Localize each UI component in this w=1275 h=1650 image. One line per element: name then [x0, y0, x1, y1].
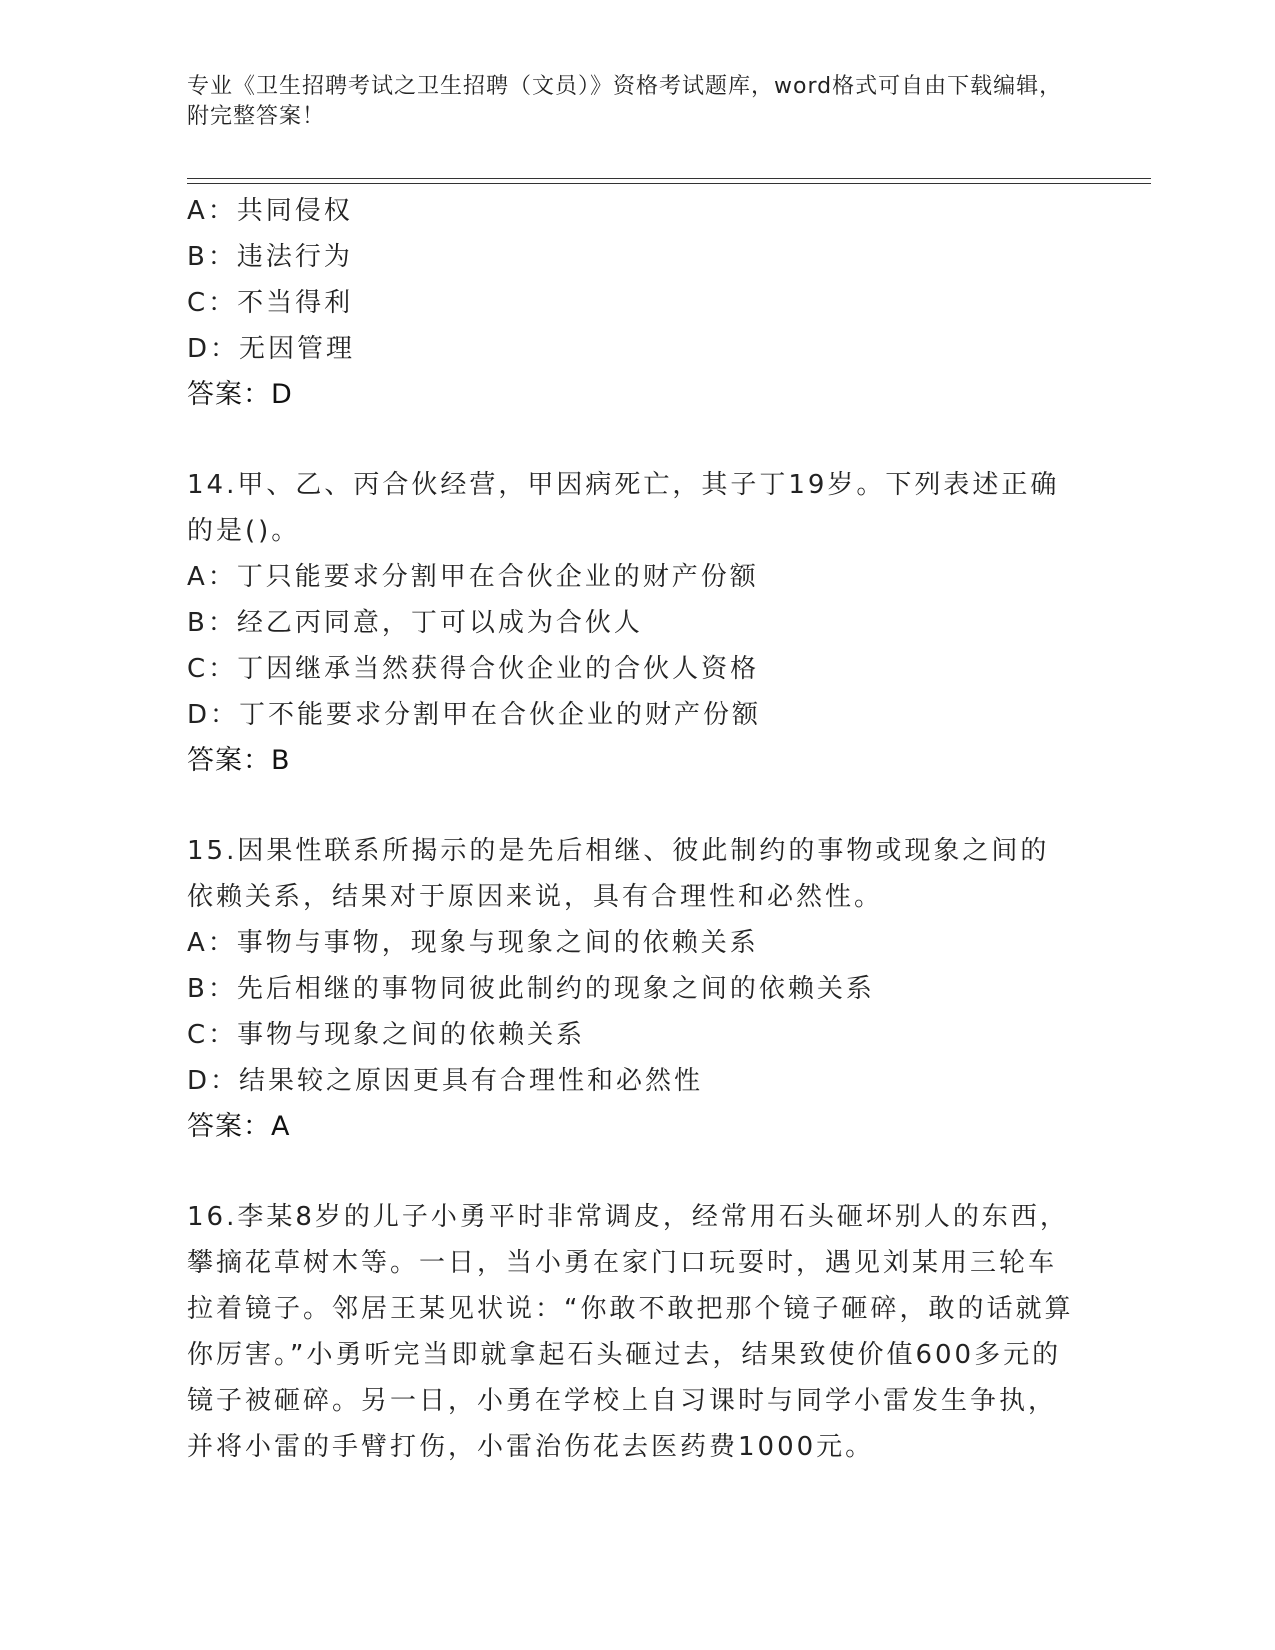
question-stem: 15.因果性联系所揭示的是先后相继、彼此制约的事物或现象之间的依赖关系，结果对于原因来说，具有合理性和必然性。 [187, 836, 1050, 912]
question-stem: 16.李某8岁的儿子小勇平时非常调皮，经常用石头砸坏别人的东西，攀摘花草树木等。一日，当小勇在家门口玩耍时，遇见刘某用三轮车拉着镜子。邻居王某见状说：“你敢不敢把那个镜子砸碎，敢的话就算你厉害。”小勇听完当即就拿起石头砸过去，结果致使价值600多元的镜子被砸碎。另一日，小勇在学校上自习课时与同学小雷发生争执，并将小雷的手臂打伤，小雷治伤花去医药费1000元。 [187, 1202, 1074, 1462]
question-14 [187, 462, 1087, 784]
header-rule-bottom [187, 183, 1151, 184]
option-c: C：丁因继承当然获得合伙企业的合伙人资格 [187, 654, 760, 684]
option-a: A：共同侵权 [187, 196, 353, 226]
question-content [187, 188, 1087, 1470]
spacer [187, 1150, 1087, 1194]
document-header: 专业《卫生招聘考试之卫生招聘（文员）》资格考试题库，word格式可自由下载编辑，附完整答案！ [187, 74, 1063, 129]
question-13 [187, 188, 1087, 418]
question-15 [187, 828, 1087, 1150]
option-b: B：经乙丙同意，丁可以成为合伙人 [187, 608, 643, 638]
option-b: B：先后相继的事物同彼此制约的现象之间的依赖关系 [187, 974, 875, 1004]
spacer [187, 418, 1087, 462]
option-a: A：丁只能要求分割甲在合伙企业的财产份额 [187, 562, 759, 592]
option-b: B：违法行为 [187, 242, 353, 272]
option-d: D：丁不能要求分割甲在合伙企业的财产份额 [187, 700, 762, 730]
option-d: D：无因管理 [187, 334, 356, 364]
answer-line: 答案：D [187, 379, 293, 410]
option-a: A：事物与事物，现象与现象之间的依赖关系 [187, 928, 759, 958]
answer-line: 答案：B [187, 745, 291, 776]
question-16 [187, 1194, 1087, 1470]
answer-line: 答案：A [187, 1111, 291, 1142]
option-c: C：不当得利 [187, 288, 354, 318]
question-stem: 14.甲、乙、丙合伙经营，甲因病死亡，其子丁19岁。下列表述正确的是()。 [187, 470, 1060, 546]
option-d: D：结果较之原因更具有合理性和必然性 [187, 1066, 704, 1096]
spacer [187, 784, 1087, 828]
header-rule-top [187, 178, 1151, 179]
option-c: C：事物与现象之间的依赖关系 [187, 1020, 586, 1050]
